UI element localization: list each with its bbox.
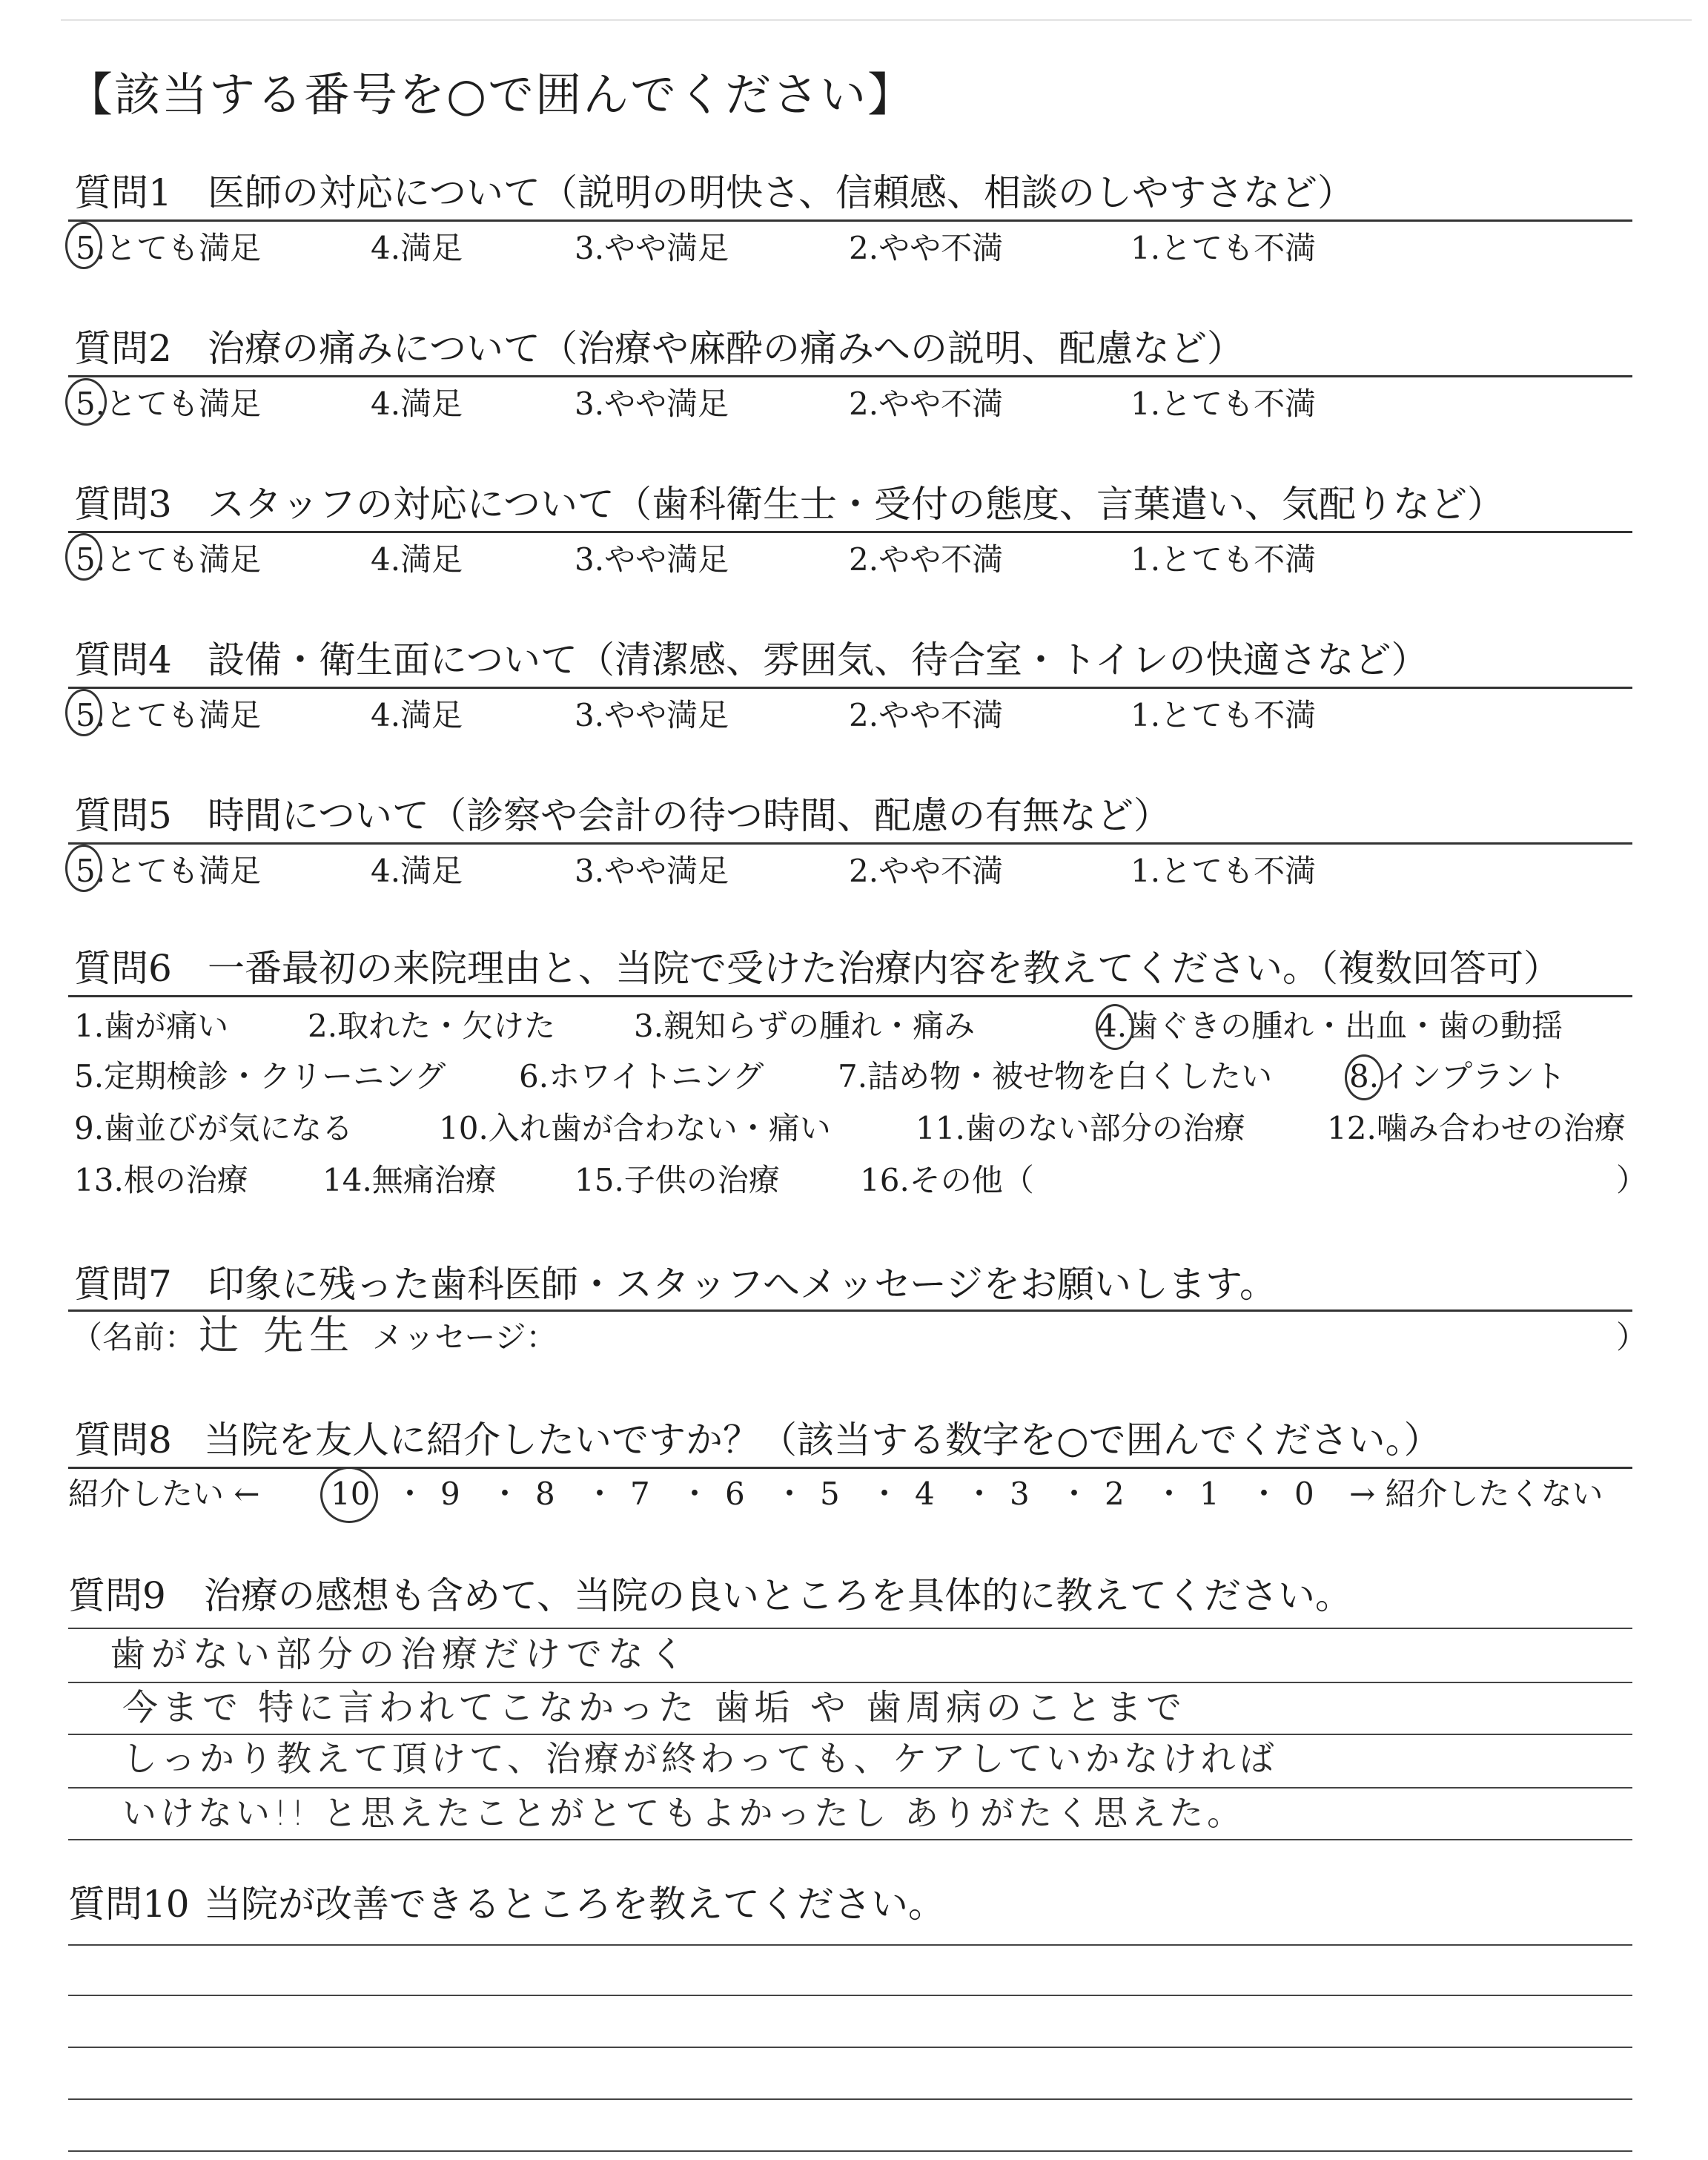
option-14[interactable]: 14.無痛治療 bbox=[322, 1162, 497, 1198]
answer-line bbox=[68, 2098, 1632, 2100]
answer-handwriting-line: 歯がない部分の治療だけでなく bbox=[110, 1634, 692, 1675]
option-9[interactable]: 9.歯並びが気になる bbox=[74, 1110, 354, 1146]
option-3[interactable]: 3.やや満足 bbox=[575, 386, 729, 422]
answer-handwriting-line: しっかり教えて頂けて、治療が終わっても、ケアしていかなければ bbox=[122, 1739, 1278, 1780]
option-5[interactable]: 5.とても満足 bbox=[76, 853, 262, 889]
question-text: 当院が改善できるところを教えてください。 bbox=[204, 1883, 945, 1926]
option-3[interactable]: 3.やや満足 bbox=[575, 853, 729, 889]
question-underline bbox=[68, 375, 1632, 377]
selected-circle-mark bbox=[1096, 1004, 1134, 1050]
answer-line bbox=[68, 1682, 1632, 1683]
scale-separator: ・ bbox=[394, 1476, 426, 1512]
option-2[interactable]: 2.やや不満 bbox=[849, 230, 1004, 266]
scale-separator: ・ bbox=[1153, 1476, 1185, 1512]
scale-6[interactable]: 6 bbox=[725, 1476, 745, 1512]
answer-line bbox=[68, 1628, 1632, 1629]
option-2[interactable]: 2.取れた・欠けた bbox=[308, 1008, 556, 1044]
scale-5[interactable]: 5 bbox=[820, 1476, 840, 1512]
name-label: （名前： bbox=[71, 1319, 196, 1355]
option-4[interactable]: 4.満足 bbox=[371, 541, 463, 578]
option-6[interactable]: 6.ホワイトニング bbox=[519, 1058, 764, 1094]
option-13[interactable]: 13.根の治療 bbox=[74, 1162, 248, 1198]
scale-separator: ・ bbox=[1059, 1476, 1090, 1512]
option-1[interactable]: 1.とても不満 bbox=[1131, 386, 1317, 422]
question-text: スタッフの対応について（歯科衛生士・受付の態度、言葉遣い、気配りなど） bbox=[208, 483, 1504, 526]
question-underline bbox=[68, 219, 1632, 222]
question-label: 質問3 bbox=[74, 483, 172, 526]
scale-10[interactable]: 10 bbox=[331, 1476, 371, 1512]
selected-circle-mark bbox=[65, 689, 102, 736]
question-label: 質問1 bbox=[74, 171, 172, 214]
answer-line bbox=[68, 1944, 1632, 1946]
scale-8[interactable]: 8 bbox=[535, 1476, 555, 1512]
name-handwriting: 辻 先生 bbox=[199, 1312, 356, 1358]
option-3[interactable]: 3.親知らずの腫れ・痛み bbox=[634, 1008, 976, 1044]
answer-line bbox=[68, 1839, 1632, 1840]
option-16[interactable]: 16.その他（ bbox=[860, 1162, 1034, 1198]
selected-circle-mark bbox=[65, 533, 102, 581]
question-text: 一番最初の来院理由と、当院で受けた治療内容を教えてください。（複数回答可） bbox=[208, 947, 1560, 990]
option-1[interactable]: 1.とても不満 bbox=[1131, 853, 1317, 889]
option-2[interactable]: 2.やや不満 bbox=[849, 853, 1004, 889]
option-12[interactable]: 12.噛み合わせの治療 bbox=[1327, 1110, 1626, 1146]
option-1[interactable]: 1.とても不満 bbox=[1131, 697, 1317, 733]
option-2[interactable]: 2.やや不満 bbox=[849, 697, 1004, 733]
question-text: 治療の感想も含めて、当院の良いところを具体的に教えてください。 bbox=[204, 1574, 1352, 1617]
question-text: 医師の対応について（説明の明快さ、信頼感、相談のしやすさなど） bbox=[208, 171, 1354, 214]
selected-circle-mark bbox=[1345, 1054, 1383, 1100]
selected-circle-mark bbox=[320, 1467, 378, 1523]
scale-separator: ・ bbox=[1248, 1476, 1280, 1512]
scale-9[interactable]: 9 bbox=[440, 1476, 460, 1512]
page-title: 【該当する番号を○で囲んでください】 bbox=[67, 67, 916, 122]
other-close-paren: ） bbox=[1616, 1162, 1648, 1198]
question-underline bbox=[68, 842, 1632, 845]
option-1[interactable]: 1.とても不満 bbox=[1131, 230, 1317, 266]
recommend-right-label: → 紹介したくない bbox=[1349, 1476, 1603, 1512]
answer-handwriting-line: 今まで 特に言われてこなかった 歯垢 や 歯周病のことまで bbox=[122, 1687, 1187, 1728]
option-3[interactable]: 3.やや満足 bbox=[575, 230, 729, 266]
question-label: 質問10 bbox=[68, 1883, 190, 1926]
selected-circle-mark bbox=[65, 378, 107, 426]
scale-7[interactable]: 7 bbox=[630, 1476, 650, 1512]
option-4[interactable]: 4.満足 bbox=[371, 697, 463, 733]
option-3[interactable]: 3.やや満足 bbox=[575, 697, 729, 733]
scale-0[interactable]: 0 bbox=[1294, 1476, 1314, 1512]
scale-separator: ・ bbox=[584, 1476, 616, 1512]
answer-line bbox=[68, 2150, 1632, 2152]
option-5[interactable]: 5.定期検診・クリーニング bbox=[74, 1058, 446, 1094]
question-text: 当院を友人に紹介したいですか？（該当する数字を○で囲んでください。） bbox=[204, 1418, 1441, 1462]
recommend-left-label: 紹介したい ← bbox=[68, 1476, 260, 1512]
question-underline bbox=[68, 531, 1632, 533]
option-5[interactable]: 5.とても満足 bbox=[76, 541, 262, 578]
option-2[interactable]: 2.やや不満 bbox=[849, 386, 1004, 422]
scale-1[interactable]: 1 bbox=[1199, 1476, 1219, 1512]
selected-circle-mark bbox=[65, 845, 102, 892]
question-label: 質問7 bbox=[74, 1263, 172, 1306]
option-10[interactable]: 10.入れ歯が合わない・痛い bbox=[439, 1110, 831, 1146]
option-8[interactable]: 8.インプラント bbox=[1349, 1058, 1566, 1094]
option-3[interactable]: 3.やや満足 bbox=[575, 541, 729, 578]
scale-separator: ・ bbox=[489, 1476, 521, 1512]
question-label: 質問2 bbox=[74, 327, 172, 370]
answer-handwriting-line: いけない!! と思えたことがとてもよかったし ありがたく思えた。 bbox=[122, 1793, 1245, 1833]
page-top-border bbox=[61, 19, 1692, 21]
option-1[interactable]: 1.とても不満 bbox=[1131, 541, 1317, 578]
option-5[interactable]: 5.とても満足 bbox=[76, 697, 262, 733]
answer-line bbox=[68, 1787, 1632, 1789]
option-5[interactable]: 5.とても満足 bbox=[76, 386, 262, 422]
question-text: 時間について（診察や会計の待つ時間、配慮の有無など） bbox=[208, 794, 1171, 837]
scale-separator: ・ bbox=[774, 1476, 806, 1512]
option-4[interactable]: 4.満足 bbox=[371, 853, 463, 889]
scale-separator: ・ bbox=[964, 1476, 996, 1512]
question-underline bbox=[68, 1467, 1632, 1469]
scale-4[interactable]: 4 bbox=[915, 1476, 935, 1512]
option-2[interactable]: 2.やや不満 bbox=[849, 541, 1004, 578]
question-text: 設備・衛生面について（清潔感、雰囲気、待合室・トイレの快適さなど） bbox=[208, 638, 1429, 681]
option-4[interactable]: 4.歯ぐきの腫れ・出血・歯の動揺 bbox=[1097, 1008, 1563, 1044]
message-label: メッセージ： bbox=[372, 1319, 557, 1355]
option-11[interactable]: 11.歯のない部分の治療 bbox=[916, 1110, 1245, 1146]
question-label: 質問8 bbox=[74, 1418, 172, 1462]
question-underline bbox=[68, 687, 1632, 689]
option-5[interactable]: 5.とても満足 bbox=[76, 230, 262, 266]
scale-2[interactable]: 2 bbox=[1105, 1476, 1125, 1512]
question-label: 質問4 bbox=[74, 638, 172, 681]
scale-separator: ・ bbox=[679, 1476, 711, 1512]
question-text: 印象に残った歯科医師・スタッフへメッセージをお願いします。 bbox=[208, 1263, 1277, 1306]
question-text: 治療の痛みについて（治療や麻酔の痛みへの説明、配慮など） bbox=[208, 327, 1244, 370]
scale-separator: ・ bbox=[869, 1476, 901, 1512]
question-label: 質問5 bbox=[74, 794, 172, 837]
question-label: 質問9 bbox=[68, 1574, 166, 1617]
selected-circle-mark bbox=[65, 222, 102, 269]
option-4[interactable]: 4.満足 bbox=[371, 386, 463, 422]
answer-line bbox=[68, 1734, 1632, 1735]
option-4[interactable]: 4.満足 bbox=[371, 230, 463, 266]
option-15[interactable]: 15.子供の治療 bbox=[575, 1162, 780, 1198]
question-underline bbox=[68, 995, 1632, 997]
question-label: 質問6 bbox=[74, 947, 172, 990]
scale-3[interactable]: 3 bbox=[1010, 1476, 1030, 1512]
answer-line bbox=[68, 1995, 1632, 1996]
answer-line bbox=[68, 2047, 1632, 2048]
option-7[interactable]: 7.詰め物・被せ物を白くしたい bbox=[838, 1058, 1273, 1094]
option-1[interactable]: 1.歯が痛い bbox=[74, 1008, 229, 1044]
message-close-paren: ） bbox=[1616, 1319, 1648, 1355]
